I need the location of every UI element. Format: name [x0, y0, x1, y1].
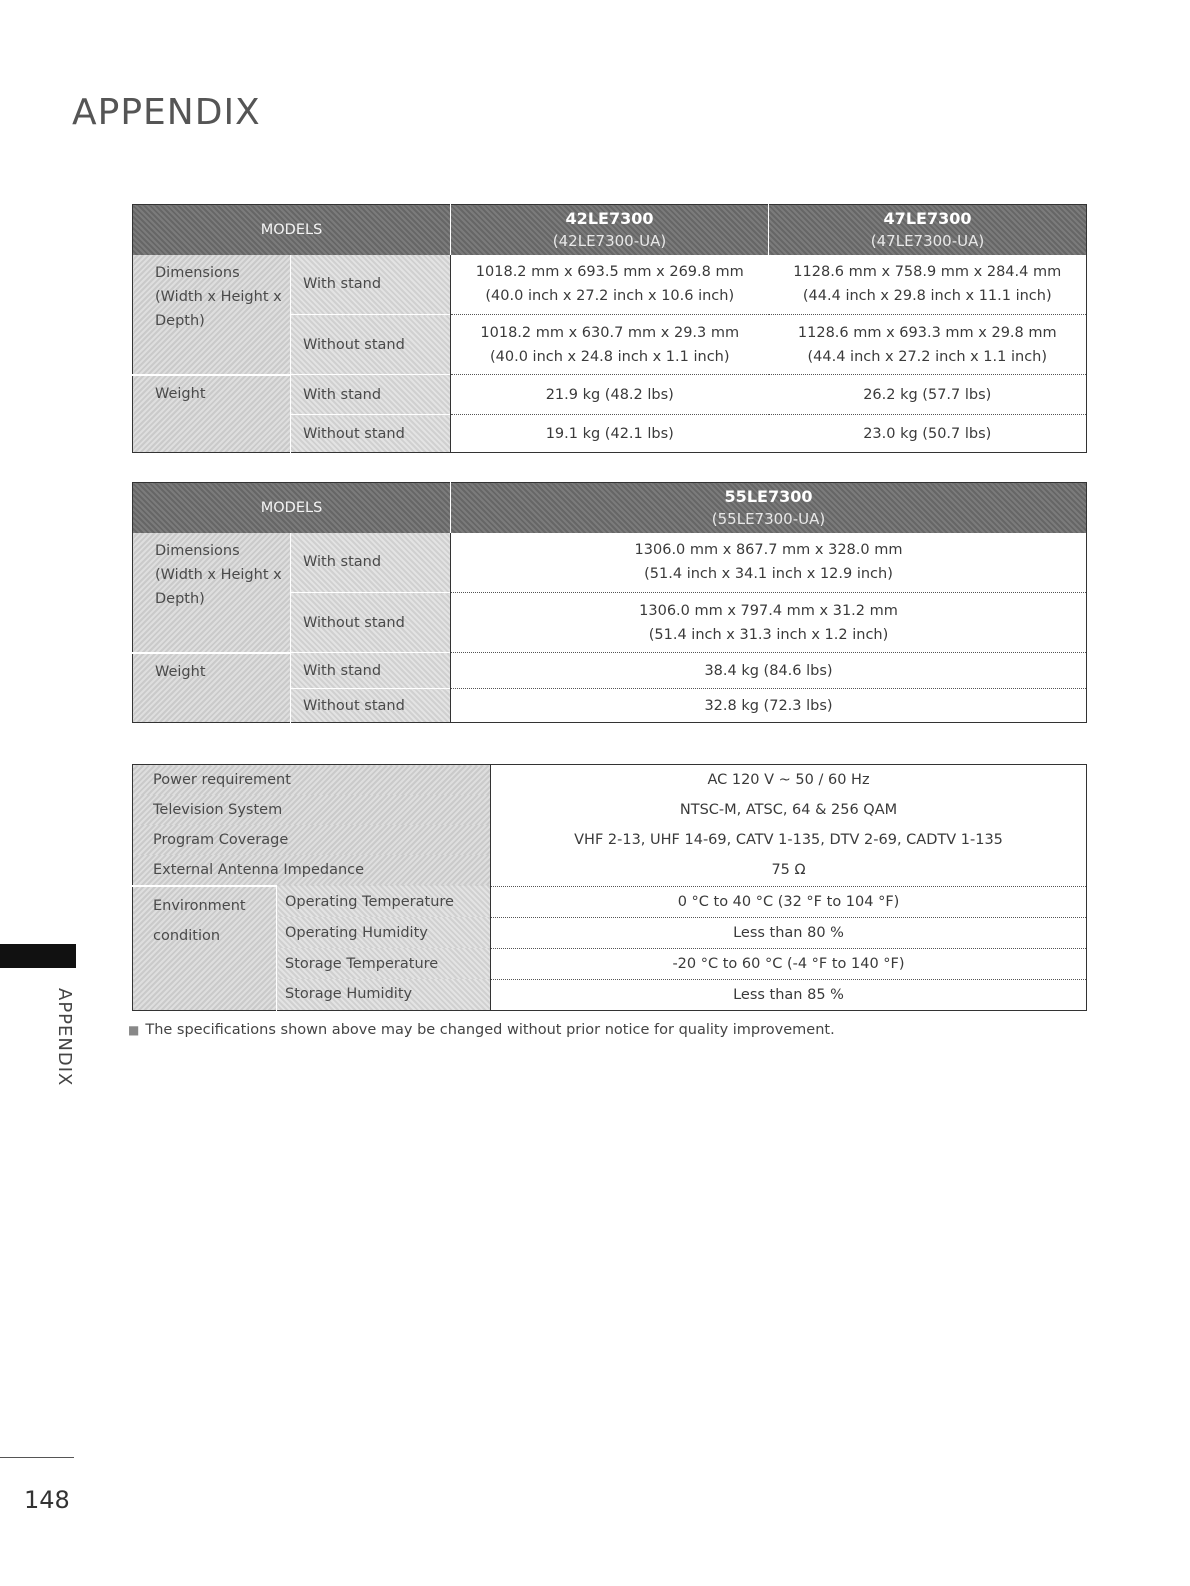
storage-humidity-label: Storage Humidity [277, 979, 491, 1010]
program-coverage-label: Program Coverage [133, 825, 491, 855]
with-stand-label: With stand [291, 255, 451, 315]
dim-inch: (51.4 inch x 34.1 inch x 12.9 inch) [644, 566, 893, 583]
dim-mm: 1128.6 mm x 758.9 mm x 284.4 mm [793, 264, 1062, 281]
power-requirement-label: Power requirement [133, 765, 491, 796]
dim-inch: (40.0 inch x 27.2 inch x 10.6 inch) [485, 288, 735, 305]
footnote-text: The specifications shown above may be changed without prior notice for quality improvement. [145, 1022, 835, 1038]
spec-table-55 [132, 482, 1087, 723]
operating-humidity-label: Operating Humidity [277, 917, 491, 948]
model-name: 55LE7300 [724, 486, 813, 506]
weight-label: Weight [133, 375, 291, 453]
dim-inch: (40.0 inch x 24.8 inch x 1.1 inch) [490, 348, 730, 365]
dim-with-stand-47 [769, 255, 1087, 315]
environment-condition-label: Environment condition [133, 886, 277, 1010]
bullet-icon: ■ [128, 1023, 140, 1037]
section-tab-marker [0, 944, 76, 968]
model-code: (42LE7300-UA) [552, 231, 667, 250]
footnote [128, 1022, 835, 1038]
television-system-label: Television System [133, 795, 491, 825]
model-header-55 [451, 483, 1087, 533]
weight-with-stand-47: 26.2 kg (57.7 lbs) [769, 375, 1087, 415]
dim-mm: 1128.6 mm x 693.3 mm x 29.8 mm [797, 324, 1057, 341]
storage-temperature-value: -20 °C to 60 °C (-4 °F to 140 °F) [491, 948, 1087, 979]
television-system-value: NTSC-M, ATSC, 64 & 256 QAM [679, 802, 898, 818]
spec-table-42-47 [132, 204, 1087, 453]
dim-with-stand-55 [451, 533, 1087, 593]
dim-mm: 1018.2 mm x 630.7 mm x 29.3 mm [480, 324, 740, 341]
power-requirement-value: AC 120 V ~ 50 / 60 Hz [707, 772, 870, 788]
model-code: (47LE7300-UA) [870, 231, 985, 250]
storage-temperature-label: Storage Temperature [277, 948, 491, 979]
with-stand-label: With stand [291, 653, 451, 689]
weight-without-stand-47: 23.0 kg (50.7 lbs) [769, 415, 1087, 453]
without-stand-label: Without stand [291, 315, 451, 375]
dim-mm: 1306.0 mm x 797.4 mm x 31.2 mm [639, 602, 898, 619]
weight-label: Weight [133, 653, 291, 723]
side-section-label: APPENDIX [54, 988, 75, 1087]
dim-inch: (44.4 inch x 27.2 inch x 1.1 inch) [807, 348, 1048, 365]
antenna-impedance-value: 75 Ω [771, 862, 806, 879]
dim-without-stand-47 [769, 315, 1087, 375]
model-name: 47LE7300 [883, 208, 972, 228]
storage-humidity-value: Less than 85 % [491, 979, 1087, 1010]
weight-without-stand-55: 32.8 kg (72.3 lbs) [451, 689, 1087, 723]
without-stand-label: Without stand [291, 415, 451, 453]
without-stand-label: Without stand [291, 689, 451, 723]
weight-with-stand-55: 38.4 kg (84.6 lbs) [451, 653, 1087, 689]
model-header-42 [451, 205, 769, 255]
dim-mm: 1306.0 mm x 867.7 mm x 328.0 mm [634, 542, 903, 559]
dim-mm: 1018.2 mm x 693.5 mm x 269.8 mm [475, 264, 744, 281]
general-spec-table [132, 764, 1087, 1011]
dim-inch: (51.4 inch x 31.3 inch x 1.2 inch) [648, 626, 889, 643]
dim-inch: (44.4 inch x 29.8 inch x 11.1 inch) [802, 288, 1052, 305]
operating-temperature-label: Operating Temperature [277, 886, 491, 917]
page-number-rule [0, 1457, 74, 1458]
operating-humidity-value: Less than 80 % [491, 917, 1087, 948]
with-stand-label: With stand [291, 375, 451, 415]
dimensions-label: Dimensions (Width x Height x Depth) [133, 255, 291, 375]
dim-without-stand-55 [451, 593, 1087, 653]
page-number: 148 [24, 1486, 70, 1514]
program-coverage-value: VHF 2-13, UHF 14-69, CATV 1-135, DTV 2-69, CADTV 1-135 [574, 832, 1003, 848]
model-name: 42LE7300 [565, 208, 654, 228]
operating-temperature-value: 0 °C to 40 °C (32 °F to 104 °F) [491, 886, 1087, 917]
models-header: MODELS [133, 205, 451, 255]
with-stand-label: With stand [291, 533, 451, 593]
antenna-impedance-label: External Antenna Impedance [133, 855, 491, 886]
model-header-47 [769, 205, 1087, 255]
page-title: APPENDIX [72, 92, 261, 133]
models-header: MODELS [133, 483, 451, 533]
dim-with-stand-42 [451, 255, 769, 315]
weight-with-stand-42: 21.9 kg (48.2 lbs) [451, 375, 769, 415]
without-stand-label: Without stand [291, 593, 451, 653]
dimensions-label: Dimensions (Width x Height x Depth) [133, 533, 291, 653]
dim-without-stand-42 [451, 315, 769, 375]
model-code: (55LE7300-UA) [711, 509, 826, 528]
weight-without-stand-42: 19.1 kg (42.1 lbs) [451, 415, 769, 453]
